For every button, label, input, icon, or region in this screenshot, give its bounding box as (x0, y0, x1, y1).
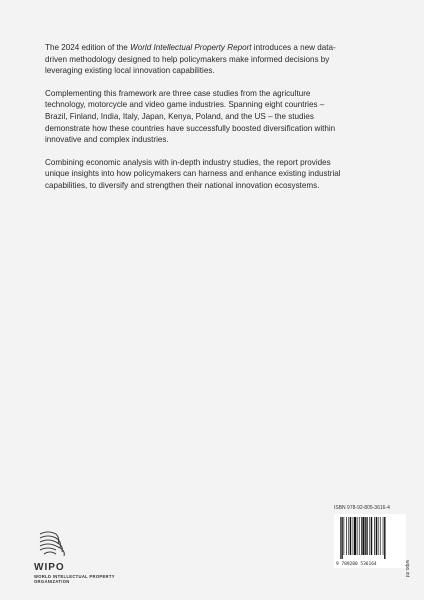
report-title: World Intellectual Property Report (130, 43, 252, 52)
blurb-p1-suffix: introduces a new data-driven methodology designed to help policymakers make informed decisions by leveraging existing local innovation capabilities. (45, 43, 336, 76)
blurb-paragraph-3: Combining economic analysis with in-depth industry studies, the report provides unique insights into how policymakers can harness and enhance existing industrial capabilities, to diversify and strengthen their national innovation ecosystems. (45, 157, 341, 190)
blurb-p1-prefix: The 2024 edition of the (45, 43, 131, 52)
isbn-label: ISBN 978-92-805-3616-4 (334, 505, 390, 511)
isbn-block (334, 505, 414, 575)
logo-wordmark: WIPO (34, 562, 65, 573)
barcode-bars-icon (338, 517, 402, 561)
barcode-digits: 9 789280 536164 (336, 562, 377, 567)
blurb-paragraph-2: Complementing this framework are three case studies from the agriculture technology, motorcycle and video game industries. Spanning eight countries – Brazil, Finland, India, Italy, Japan, Kenya, Poland, and the US – the studies demonstrate how these countries have successfully boosted diversification within innovative and complex industries. (45, 88, 336, 145)
wipo-logo (32, 528, 122, 594)
blurb-paragraph-1 (45, 42, 345, 77)
logo-subtitle: WORLD INTELLECTUAL PROPERTY ORGANIZATION (34, 574, 115, 584)
back-cover-blurb (45, 42, 345, 203)
barcode (334, 514, 406, 568)
wipo-emblem-icon (36, 528, 72, 560)
website-url: wipo.int (404, 560, 410, 577)
